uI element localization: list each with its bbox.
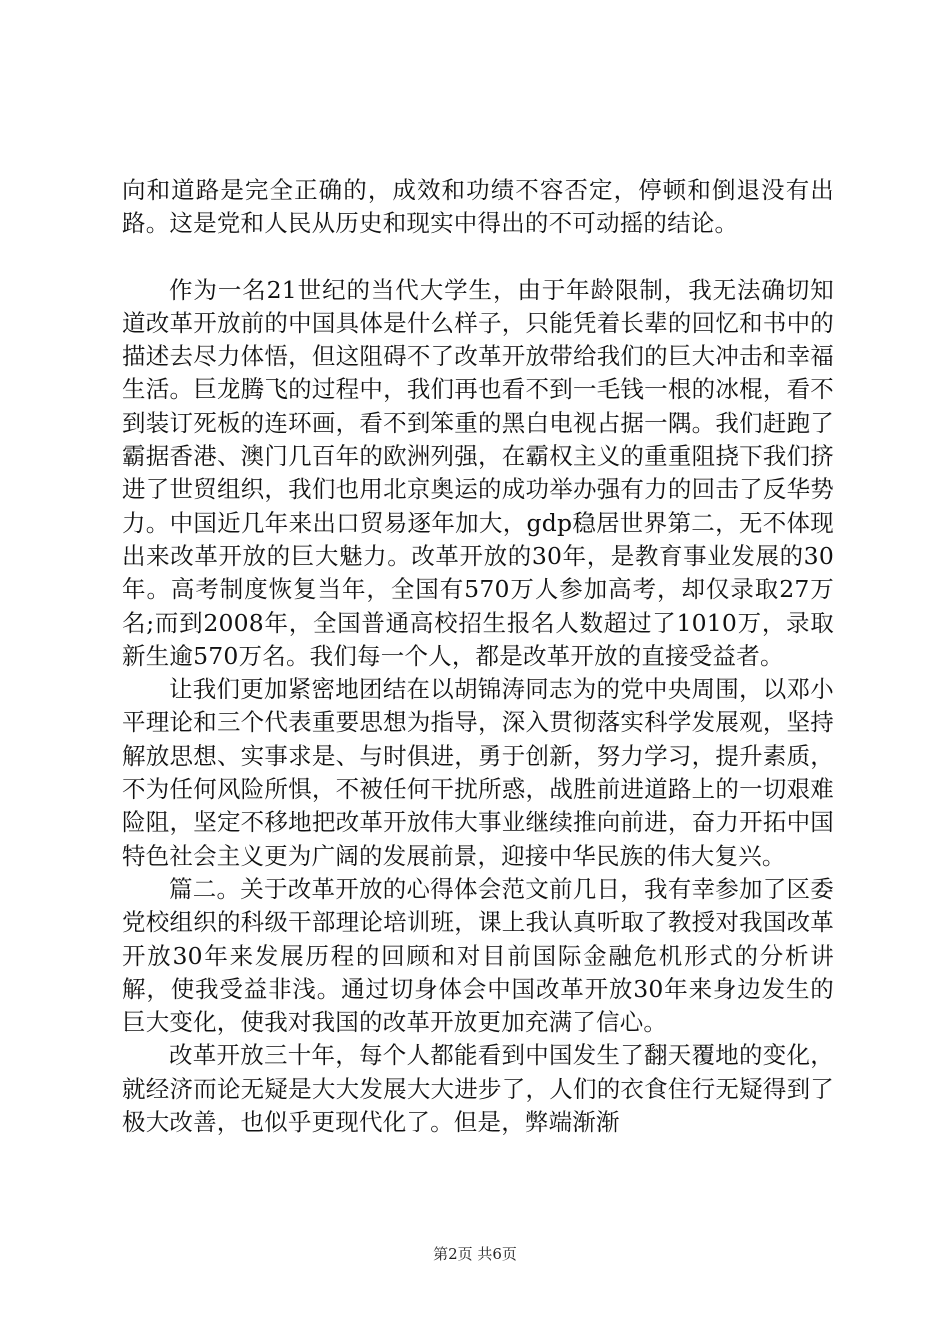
paragraph-thirty-years: 改革开放三十年，每个人都能看到中国发生了翻天覆地的变化，就经济而论无疑是大大发展大大进步了，人们的衣食住行无疑得到了极大改善，也似乎更现代化了。但是，弊端渐渐 [122, 1041, 834, 1137]
paragraph-part-two-intro: 篇二。关于改革开放的心得体会范文前几日，我有幸参加了区委党校组织的科级干部理论培训班，课上我认真听取了教授对我国改革开放30年来发展历程的回顾和对目前国际金融危机形式的分析讲解，使我受益非浅。通过切身体会中国改革开放30年来身边发生的巨大变化，使我对我国的改革开放更加充满了信心。 [122, 874, 834, 1037]
paragraph-unity-call: 让我们更加紧密地团结在以胡锦涛同志为的党中央周围，以邓小平理论和三个代表重要思想为指导，深入贯彻落实科学发展观，坚持解放思想、实事求是、与时俱进，勇于创新，努力学习，提升素质，不为任何风险所惧，不被任何干扰所惑，战胜前进道路上的一切艰难险阻，坚定不移地把改革开放伟大事业继续推向前进，奋力开拓中国特色社会主义更为广阔的发展前景，迎接中华民族的伟大复兴。 [122, 675, 834, 870]
page-number-footer: 第2页 共6页 [433, 1245, 517, 1263]
document-body [122, 174, 834, 1139]
paragraph-student-perspective: 作为一名21世纪的当代大学生，由于年龄限制，我无法确切知道改革开放前的中国具体是什么样子，只能凭着长辈的回忆和书中的描述去尽力体悟，但这阻碍不了改革开放带给我们的巨大冲击和幸福生活。巨龙腾飞的过程中，我们再也看不到一毛钱一根的冰棍，看不到装订死板的连环画，看不到笨重的黑白电视占据一隅。我们赶跑了霸据香港、澳门几百年的欧洲列强，在霸权主义的重重阻挠下我们挤进了世贸组织，我们也用北京奥运的成功举办强有力的回击了反华势力。中国近几年来出口贸易逐年加大，gdp稳居世界第二，无不体现出来改革开放的巨大魅力。改革开放的30年，是教育事业发展的30年。高考制度恢复当年，全国有570万人参加高考，却仅录取27万名;而到2008年，全国普通高校招生报名人数超过了1010万，录取新生逾570万名。我们每一个人，都是改革开放的直接受益者。 [122, 275, 834, 670]
paragraph-continuation: 向和道路是完全正确的，成效和功绩不容否定，停顿和倒退没有出路。这是党和人民从历史和现实中得出的不可动摇的结论。 [122, 176, 834, 238]
